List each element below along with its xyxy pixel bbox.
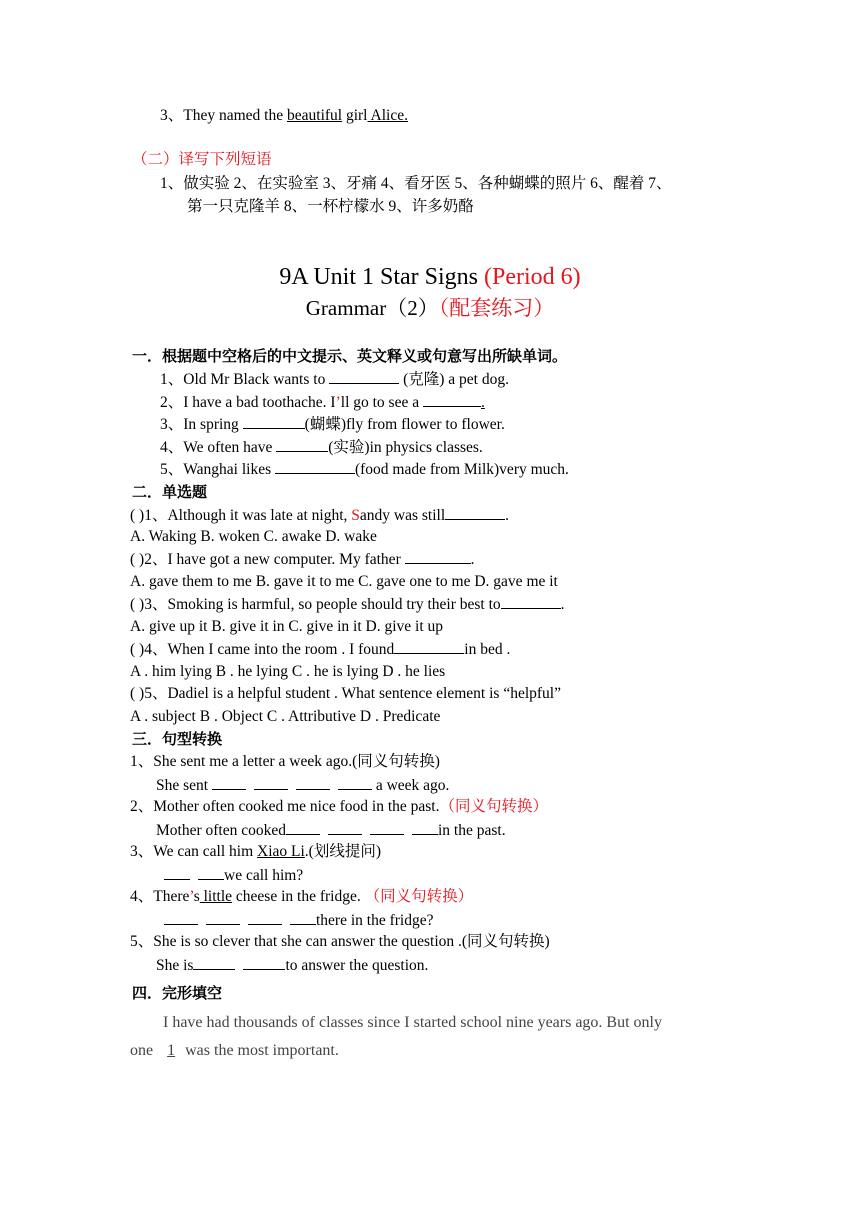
part1-item-2: 2、I have a bad toothache. I’ll go to see a .	[160, 394, 485, 411]
cloze-paragraph-line-2: one 1 was the most important.	[130, 1042, 339, 1059]
answer-blank[interactable]	[338, 775, 372, 790]
mc-question-3: ( )3、Smoking is harmful, so people should try their best to .	[130, 596, 565, 613]
answer-blank[interactable]	[275, 459, 355, 474]
transform-4: 4、There’s little cheese in the fridge. （同义句转换）	[130, 888, 474, 905]
transform-2: 2、Mother often cooked me nice food in the past.（同义句转换）	[130, 798, 549, 815]
transform-2-answer: Mother often cooked in the past.	[156, 822, 506, 839]
answer-blank[interactable]	[423, 392, 481, 407]
answer-blank[interactable]	[370, 820, 404, 835]
mc-question-5: ( )5、Dadiel is a helpful student . What sentence element is “helpful”	[130, 685, 561, 702]
transform-1-answer: She sent a week ago.	[156, 777, 450, 794]
part1-item-4: 4、We often have (实验)in physics classes.	[160, 439, 483, 456]
answer-blank[interactable]	[254, 775, 288, 790]
answer-blank[interactable]	[412, 820, 438, 835]
answer-blank[interactable]	[212, 775, 246, 790]
page-title: 9A Unit 1 Star Signs (Period 6)	[279, 264, 581, 290]
part3-heading: 三．句型转换	[132, 730, 223, 748]
exercise-item-3: 3、They named the beautiful girl Alice.	[160, 107, 408, 124]
answer-blank[interactable]	[198, 865, 224, 880]
mc-options-2: A. gave them to me B. gave it to me C. gave one to me D. gave me it	[130, 573, 558, 590]
answer-blank[interactable]	[328, 820, 362, 835]
transform-3: 3、We can call him Xiao Li.(划线提问)	[130, 843, 381, 860]
answer-blank[interactable]	[164, 910, 198, 925]
answer-blank[interactable]	[405, 549, 471, 564]
answer-blank[interactable]	[296, 775, 330, 790]
cloze-paragraph-line-1: I have had thousands of classes since I started school nine years ago. But only	[163, 1014, 662, 1031]
answer-blank[interactable]	[445, 505, 505, 520]
transform-4-answer: there in the fridge?	[164, 910, 433, 931]
part1-item-5: 5、Wanghai likes (food made from Milk)very much.	[160, 461, 569, 478]
answer-blank[interactable]	[243, 955, 285, 970]
period-label: (Period 6)	[484, 264, 581, 290]
phrases-line-2: 第一只克隆羊 8、一杯柠檬水 9、许多奶酪	[187, 198, 474, 215]
underlined-word: little	[199, 888, 233, 905]
transform-3-answer: we call him?	[164, 865, 303, 886]
underlined-word: beautiful	[287, 107, 343, 124]
answer-blank[interactable]	[290, 910, 316, 925]
mc-options-5: A . subject B . Object C . Attributive D . Predicate	[130, 708, 441, 725]
phrases-line-1: 1、做实验 2、在实验室 3、牙痛 4、看牙医 5、各种蝴蝶的照片 6、醒着 7、	[160, 175, 672, 192]
transform-5: 5、She is so clever that she can answer the question .(同义句转换)	[130, 933, 550, 950]
answer-blank[interactable]	[394, 639, 464, 654]
answer-blank[interactable]	[206, 910, 240, 925]
answer-blank[interactable]	[164, 865, 190, 880]
answer-blank[interactable]	[286, 820, 320, 835]
section-heading-translate: （二）译写下列短语	[132, 151, 272, 168]
answer-blank[interactable]	[248, 910, 282, 925]
answer-blank[interactable]	[276, 437, 328, 452]
answer-blank[interactable]	[243, 414, 305, 429]
part1-item-1: 1、Old Mr Black wants to (克隆) a pet dog.	[160, 371, 509, 388]
underlined-word: Xiao Li	[257, 843, 305, 860]
transform-1: 1、She sent me a letter a week ago.(同义句转换)	[130, 753, 440, 770]
mc-question-1: ( )1、Although it was late at night, Sandy was still .	[130, 507, 510, 524]
underlined-word: Alice.	[367, 107, 408, 124]
answer-blank[interactable]	[329, 369, 399, 384]
page-subtitle: Grammar（2）（配套练习）	[305, 296, 555, 320]
mc-question-4: ( )4、When I came into the room . I found in bed .	[130, 641, 511, 658]
answer-blank[interactable]	[501, 594, 561, 609]
mc-options-1: A. Waking B. woken C. awake D. wake	[130, 528, 377, 545]
part1-heading: 一．根据题中空格后的中文提示、英文释义或句意写出所缺单词。	[132, 347, 568, 365]
mc-question-2: ( )2、I have got a new computer. My father .	[130, 551, 475, 568]
cloze-blank-number[interactable]: 1	[167, 1042, 176, 1059]
part1-item-3: 3、In spring (蝴蝶)fly from flower to flower.	[160, 416, 505, 433]
item-number: 3、	[160, 107, 184, 124]
answer-blank[interactable]	[193, 955, 235, 970]
part4-heading: 四．完形填空	[132, 984, 223, 1002]
mc-options-3: A. give up it B. give it in C. give in it D. give it up	[130, 618, 443, 635]
part2-heading: 二．单选题	[132, 483, 208, 501]
mc-options-4: A . him lying B . he lying C . he is lying D . he lies	[130, 663, 446, 680]
transform-5-answer: She is to answer the question.	[156, 957, 429, 974]
